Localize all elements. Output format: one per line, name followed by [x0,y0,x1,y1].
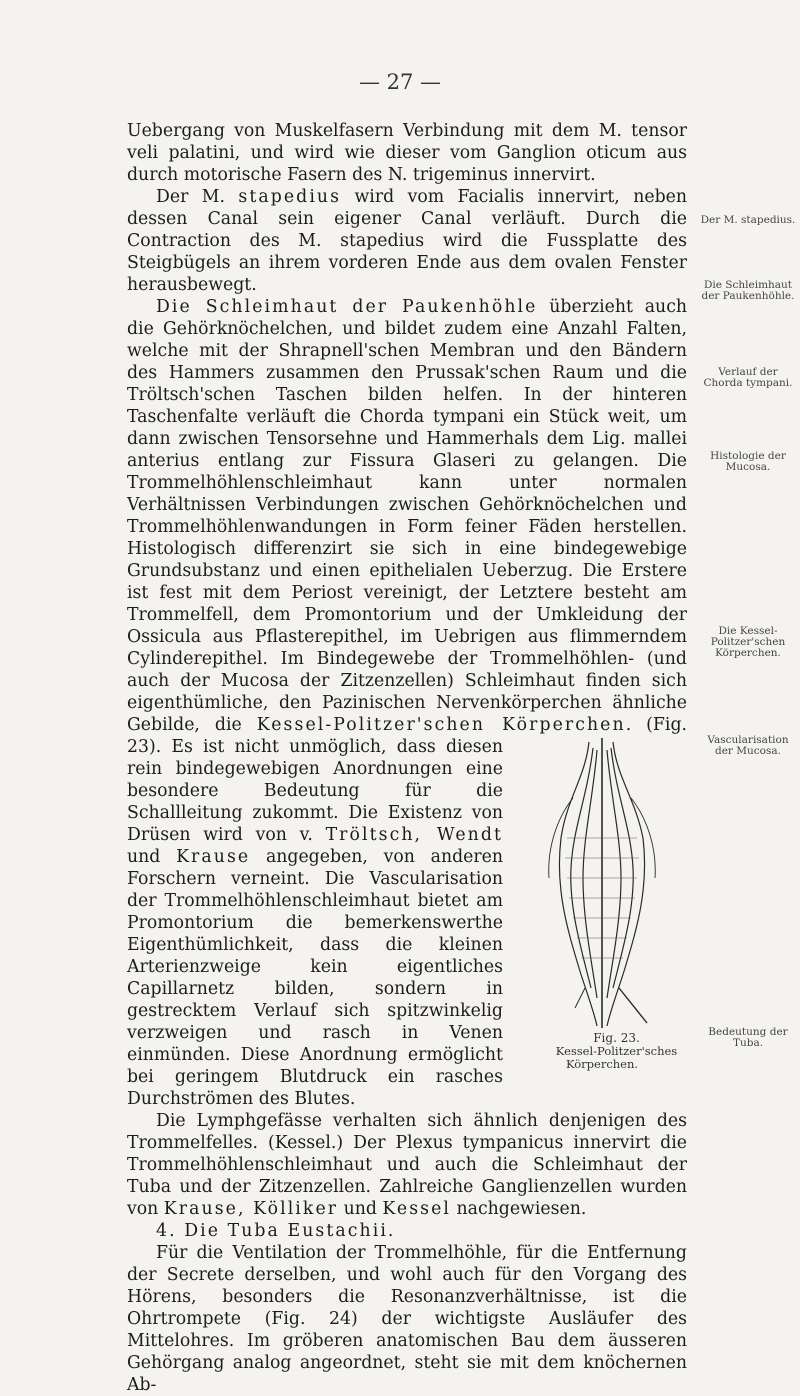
margin-note-histologie: Histologie der Mucosa. [710,450,786,473]
section-heading: 4. Die Tuba Eustachii. [156,1221,396,1241]
margin-note-stapedius: Der M. stapedius. [700,214,796,226]
paragraph-2: Der M. stapedius wird vom Facialis innervirt, neben dessen Canal sein eigener Canal verläuft. Durch die Contraction des M. stapedius wird die Fussplatte des Steigbügels an ihrem vorderen Ende aus dem ovalen Fenster herausbewegt. [127,187,687,295]
margin-note-kessel: Die Kessel-Politzer'schen Körperchen. [710,625,786,659]
paragraph-6: Für die Ventilation der Trommelhöhle, für die Entfernung der Secrete derselben, und wohl auch für den Vorgang des Hörens, besonders die Resonanzverhältnisse, ist die Ohrtrompete (Fig. 24) der wichtigste Ausläufer des Mittelohres. Im gröberen anatomischen Bau dem äusseren Gehörgang analog angeordnet, steht sie mit dem knöchernen Ab- [127,1243,687,1395]
paragraph-1: Uebergang von Muskelfasern Verbindung mit dem M. tensor veli palatini, und wird wie dieser vom Ganglion oticum aus durch motorische Fasern des N. trigeminus innervirt. [127,121,687,185]
margin-note-schleimhaut: Die Schleimhaut der Paukenhöhle. [701,279,795,302]
figure-anchor [517,738,687,1071]
margin-note-chorda: Verlauf der Chorda tympani. [703,366,793,389]
margin-note-vascularisation: Vascularisation der Mucosa. [707,734,789,757]
kessel-politzer-corpuscle-illustration [527,738,677,1030]
figure-label: Fig. 23. [593,1031,640,1045]
paragraph-4: Die Lymphgefässe verhalten sich ähnlich denjenigen des Trommelfelles. (Kessel.) Der Plexus tympanicus innervirt die Trommelhöhlenschleimhaut und auch die Schleimhaut der Tuba und der Zitzenzellen. Zahlreiche Ganglienzellen wurden von Krause, Kölliker und Kessel nachgewiesen. [127,1111,687,1219]
figure-caption: Kessel-Politzer'sches Körperchen. [555,1044,678,1071]
margin-note-tuba: Bedeutung der Tuba. [708,1026,788,1049]
page-number: — 27 — [358,70,442,94]
body-text [127,120,687,1396]
paragraph-3: Die Schleimhaut der Paukenhöhle überzieht auch die Gehörknöchelchen, und bildet zudem eine Anzahl Falten, welche mit der Shrapnell'schen Membran und den Bändern des Hammers zusammen den Prussak'schen Raum und die Tröltsch'schen Taschen bilden helfen. In der hinteren Taschenfalte verläuft die Chorda tympani ein Stück weit, um dann zwischen Tensorsehne und Hammerhals dem Lig. mallei anterius entlang zur Fissura Glaseri zu gelangen. Die Trommelhöhlenschleimhaut kann unter normalen Verhältnissen Verbindungen zwischen Gehörknöchelchen und Trommelhöhlenwandungen in Form feiner Fäden herstellen. Histologisch differenzirt sie sich in eine bindegewebige Grundsubstanz und einen epithelialen Ueberzug. Die Erstere ist fest mit dem Periost vereinigt, der Letztere besteht am Trommelfell, dem Promontorium und der Umkleidung der Ossicula aus Pflasterepithel, im Uebrigen aus flimmerndem Cylinderepithel. Im Bindegewebe der Trommelhöhlen- (und auch der Mucosa der Zitzenzellen) Schleimhaut finden sich eigenthümliche, den Pazinischen Nervenkörperchen ähnliche Gebilde, die Kessel-Politzer'schen Körperchen Fig. 23. Kessel-Politzer'sches Körperchen. . (Fig. 23). Es ist nicht unmöglich, dass diesen rein bindegewebigen Anordnungen eine besondere Bedeutung für die Schallleitung zukommt. Die Existenz von Drüsen wird von v. Tröltsch, Wendt und Krause angegeben, von anderen Forschern verneint. Die Vascularisation der Trommelhöhlenschleimhaut bietet am Promontorium die bemerkenswerthe Eigenthümlichkeit, dass die kleinen Arterienzweige kein eigentliches Capillarnetz bilden, sondern in gestrecktem Verlauf sich spitzwinkelig verzweigen und rasch in Venen einmünden. Diese Anordnung ermöglicht bei geringem Blutdruck ein rasches Durchströmen des Blutes. [127,297,688,1109]
